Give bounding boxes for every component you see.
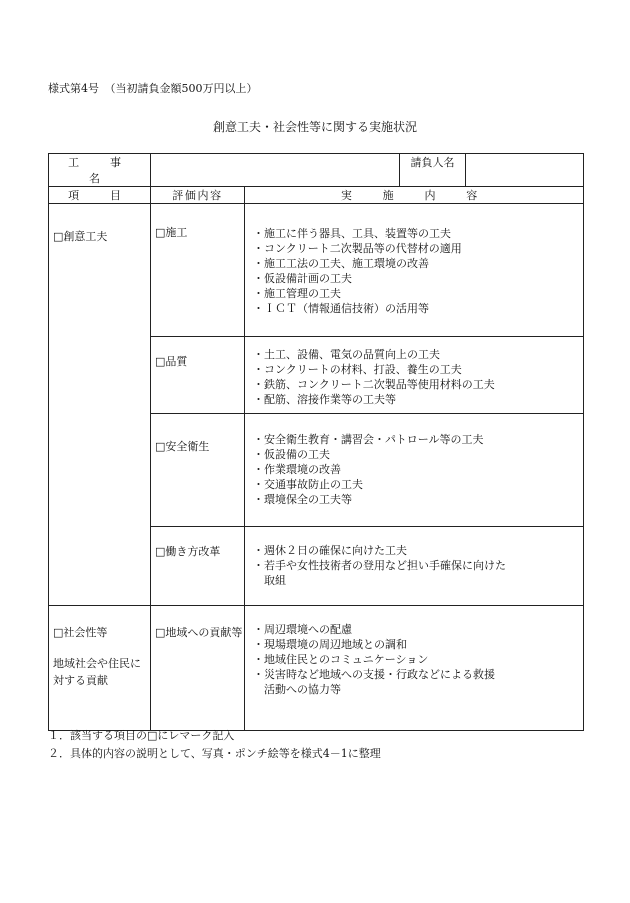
category-ingenuity: □創意工夫: [49, 204, 151, 606]
column-header-row: [49, 187, 584, 204]
col-detail-header: 実 施 内 容: [245, 187, 584, 204]
col-item-header: 項 目: [49, 187, 151, 204]
item-quality: □品質: [151, 337, 245, 414]
note-item: ２．具体的内容の説明として、写真・ポンチ絵等を様式4－1に整理: [48, 747, 381, 760]
list-item: ・土工、設備、電気の品質向上の工夫: [253, 348, 440, 361]
list-item: ・環境保全の工夫等: [253, 493, 352, 506]
item-community: □地域への貢献等: [151, 606, 245, 731]
document-title: 創意工夫・社会性等に関する実施状況: [212, 120, 417, 134]
detail-list-work-style: [245, 527, 584, 606]
list-item: ・コンクリート二次製品等の代替材の適用: [253, 242, 462, 255]
list-item: ・鉄筋、コンクリート二次製品等使用材料の工夫: [253, 378, 495, 391]
list-item: ・作業環境の改善: [253, 463, 341, 476]
list-item: ・交通事故防止の工夫: [253, 478, 363, 491]
table-row: [49, 606, 584, 731]
list-item: ・若手や女性技術者の登用など担い手確保に向けた: [253, 559, 506, 572]
list-item: ・周辺環境への配慮: [253, 623, 352, 636]
note-item: １．該当する項目の□にレマーク記入: [48, 729, 235, 742]
detail-list-safety: [245, 414, 584, 527]
category-social-subtitle: 地域社会や住民に対する貢献: [53, 657, 141, 687]
detail-list-quality: [245, 337, 584, 414]
table-row: [49, 204, 584, 337]
list-item: ・仮設備計画の工夫: [253, 272, 352, 285]
list-item: ・施工工法の工夫、施工環境の改善: [253, 257, 429, 270]
col-eval-header: 評価内容: [151, 187, 245, 204]
work-name-row: [49, 154, 584, 187]
list-item: ・安全衛生教育・講習会・パトロール等の工夫: [253, 433, 484, 446]
list-item: ・地域住民とのコミュニケーション: [253, 653, 429, 666]
category-social: □社会性等 地域社会や住民に対する貢献: [49, 606, 151, 731]
detail-list-community: [245, 606, 584, 731]
list-item: 取組: [253, 574, 286, 587]
item-safety: □安全衛生: [151, 414, 245, 527]
list-item: ・週休２日の確保に向けた工夫: [253, 544, 407, 557]
notes: [48, 727, 381, 763]
list-item: ・仮設備の工夫: [253, 448, 330, 461]
list-item: 活動への協力等: [253, 683, 341, 696]
form-number: 様式第4号 （当初請負金額500万円以上）: [48, 82, 258, 95]
list-item: ・施工管理の工夫: [253, 287, 341, 300]
list-item: ・施工に伴う器具、工具、装置等の工夫: [253, 227, 451, 240]
list-item: ・配筋、溶接作業等の工夫等: [253, 393, 396, 406]
list-item: ・ＩＣＴ（情報通信技術）の活用等: [253, 302, 429, 315]
item-construction: □施工: [151, 204, 245, 337]
list-item: ・災害時など地域への支援・行政などによる救援: [253, 668, 495, 681]
item-work-style: □働き方改革: [151, 527, 245, 606]
work-name-label: 工 事 名: [49, 154, 151, 187]
work-name-value: [151, 154, 400, 187]
detail-list-construction: [245, 204, 584, 337]
list-item: ・コンクリートの材料、打設、養生の工夫: [253, 363, 462, 376]
list-item: ・現場環境の周辺地域との調和: [253, 638, 407, 651]
contractor-label: 請負人名: [400, 154, 466, 187]
implementation-table: [48, 153, 584, 731]
contractor-value: [466, 154, 584, 187]
